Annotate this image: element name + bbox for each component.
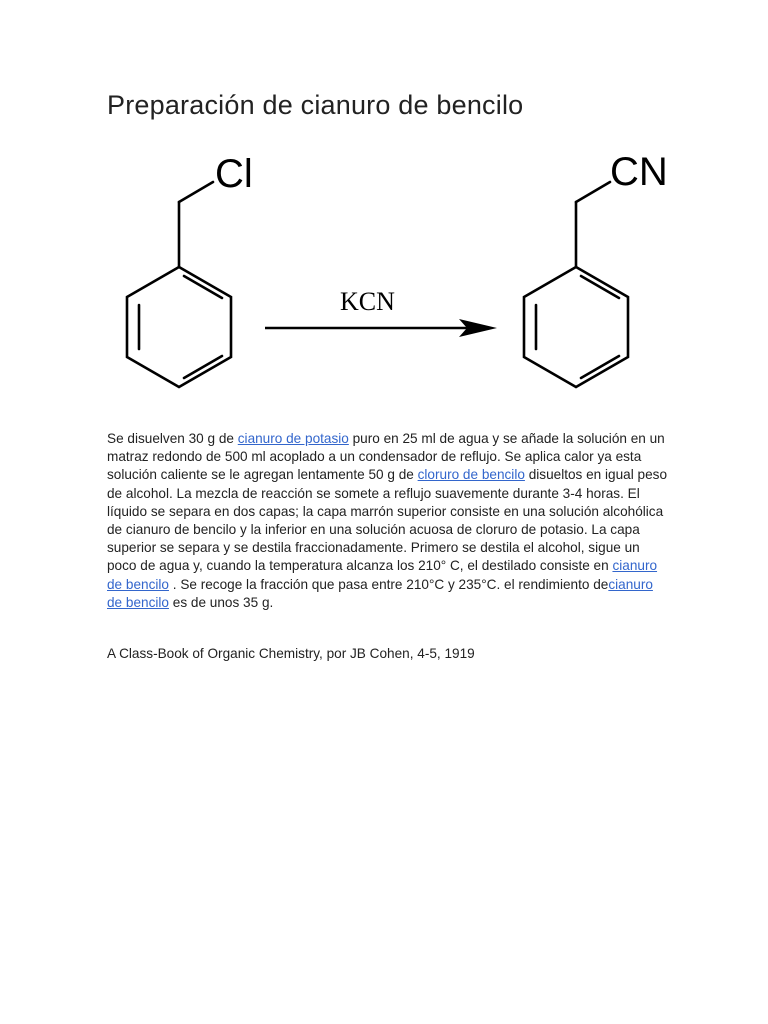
link-cianuro-de-bencilo-2[interactable]: cianuro de bencilo bbox=[107, 576, 653, 610]
benzyl-chloride-structure bbox=[127, 182, 231, 387]
paragraph-text: Se disuelven 30 g de bbox=[107, 431, 238, 446]
link-cianuro-de-potasio[interactable]: cianuro de potasio bbox=[237, 431, 349, 446]
paragraph-text: disueltos en igual peso de alcohol. La mezcla de reacción se somete a reflujo suavemente durante 3-4 horas. El líquido se separa en dos capas; la capa marrón superior consiste en una solución alcohólica de cianuro de bencilo y la inferior en una solución acuosa de cloruro de potasio. La capa superior se separa y se destila fraccionadamente. Primero se destila el alcohol, sigue un poco de agua y, cuando la temperatura alcanza los 210° C, el destilado consiste en bbox=[107, 467, 667, 574]
page-title: Preparación de cianuro de bencilo bbox=[107, 90, 524, 120]
benzyl-cyanide-structure bbox=[524, 182, 628, 387]
reaction-arrow bbox=[265, 319, 497, 337]
reagent-label: KCN bbox=[340, 287, 395, 316]
procedure-paragraph bbox=[107, 430, 667, 612]
link-cloruro-de-bencilo[interactable]: cloruro de bencilo bbox=[417, 467, 525, 483]
product-substituent-label: CN bbox=[610, 150, 668, 194]
link-cianuro-de-bencilo[interactable]: cianuro de bencilo bbox=[107, 558, 658, 592]
paragraph-text: es de unos 35 g. bbox=[168, 594, 274, 610]
paragraph-text: puro en 25 ml de agua y se añade la solución en un matraz redondo de 500 ml acoplado a un condensador de reflujo. Se aplica calor ya esta solución caliente se le agregan lentamente 50 g de bbox=[107, 431, 665, 483]
reactant-substituent-label: Cl bbox=[215, 152, 253, 196]
citation: A Class-Book of Organic Chemistry, por JB Cohen, 4-5, 1919 bbox=[107, 646, 475, 661]
reaction-scheme-image bbox=[107, 140, 687, 410]
paragraph-text: . Se recoge la fracción que pasa entre 210°C y 235°C. el rendimiento de bbox=[168, 576, 609, 592]
